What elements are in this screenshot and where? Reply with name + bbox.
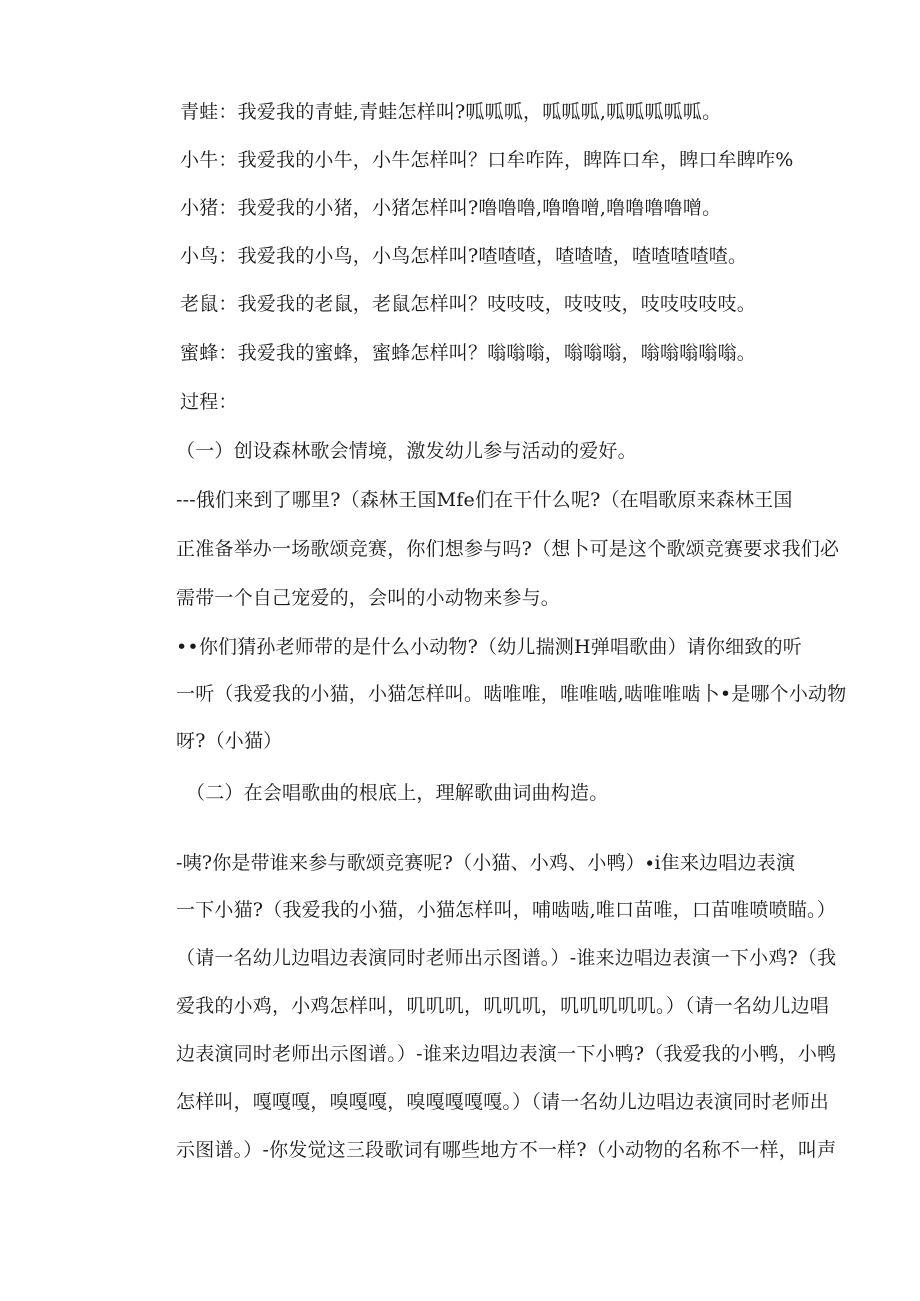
- paragraph-3-line-6: 怎样叫，嘎嘎嘎，嗅嘎嘎，嗅嘎嘎嘎嘎。）（请一名幼儿边唱边表演同时老师出: [176, 1091, 830, 1113]
- lyric-line-pig: 小猪：我爱我的小猪，小猪怎样叫?噜噜噜,噜噜噌,噜噜噜噜噌。: [180, 197, 722, 219]
- lyric-line-bee: 蜜蜂：我爱我的蜜蜂，蜜蜂怎样叫？嗡嗡嗡，嗡嗡嗡，嗡嗡嗡嗡嗡。: [180, 342, 757, 364]
- paragraph-3-line-2: 一下小猫?（我爱我的小猫，小猫怎样叫，哺啮啮,唯口苗唯，口苗唯喷喷瞄。）: [176, 899, 836, 921]
- section-1-title: （一）创设森林歌会情境，激发幼儿参与活动的爱好。: [176, 440, 637, 462]
- paragraph-3-line-4: 爱我的小鸡，小鸡怎样叫，叽叽叽，叽叽叽，叽叽叽叽叽。）（请一名幼儿边唱: [176, 995, 830, 1017]
- section-2-title: （二）在会唱歌曲的根底上，理解歌曲词曲构造。: [186, 782, 609, 804]
- paragraph-2-line-2: 一听（我爱我的小猫，小猫怎样叫。啮唯唯，唯唯啮,啮唯唯啮卜•是哪个小动物: [176, 683, 847, 705]
- paragraph-3-line-5: 边表演同时老师出示图谱。）-谁来边唱边表演一下小鸭?（我爱我的小鸭，小鸭: [176, 1043, 837, 1065]
- paragraph-2-line-1: ••你们猜孙老师带的是什么小动物?（幼儿揣测H弹唱歌曲）请你细致的听: [176, 636, 802, 658]
- lyric-line-mouse: 老鼠：我爱我的老鼠，老鼠怎样叫？吱吱吱，吱吱吱，吱吱吱吱吱。: [180, 293, 757, 315]
- paragraph-1-line-1: ---俄们来到了哪里?（森林王国Mfe们在干什么呢?（在唱歌原来森林王国: [176, 489, 793, 511]
- paragraph-3-line-1: -咦?你是带谁来参与歌颂竞赛呢?（小猫、小鸡、小鸭）∙i隹来边唱边表演: [176, 852, 796, 874]
- lyric-line-bird: 小鸟：我爱我的小鸟，小鸟怎样叫?喳喳喳，喳喳喳，喳喳喳喳喳。: [180, 245, 748, 267]
- lyric-line-calf: 小牛：我爱我的小牛，小牛怎样叫？口牟咋阵，睥阵口牟，睥口牟睥咋%: [180, 149, 794, 171]
- paragraph-1-line-3: 需带一个自己宠爱的，会叫的小动物来参与。: [176, 587, 561, 609]
- paragraph-1-line-2: 正准备举办一场歌颂竞赛，你们想参与吗?（想卜可是这个歌颂竞赛要求我们必: [176, 538, 840, 560]
- paragraph-3-line-3: （请一名幼儿边唱边表演同时老师出示图谱。）-谁来边唱边表演一下小鸡?（我: [176, 947, 837, 969]
- process-label: 过程：: [180, 391, 238, 413]
- paragraph-2-line-3: 呀?（小猫）: [176, 730, 283, 752]
- lyric-line-frog: 青蛙：我爱我的青蛙,青蛙怎样叫?呱呱呱，呱呱呱,呱呱呱呱呱。: [180, 101, 722, 123]
- paragraph-3-line-7: 示图谱。）-你发觉这三段歌词有哪些地方不一样?（小动物的名称不一样，叫声: [176, 1139, 837, 1161]
